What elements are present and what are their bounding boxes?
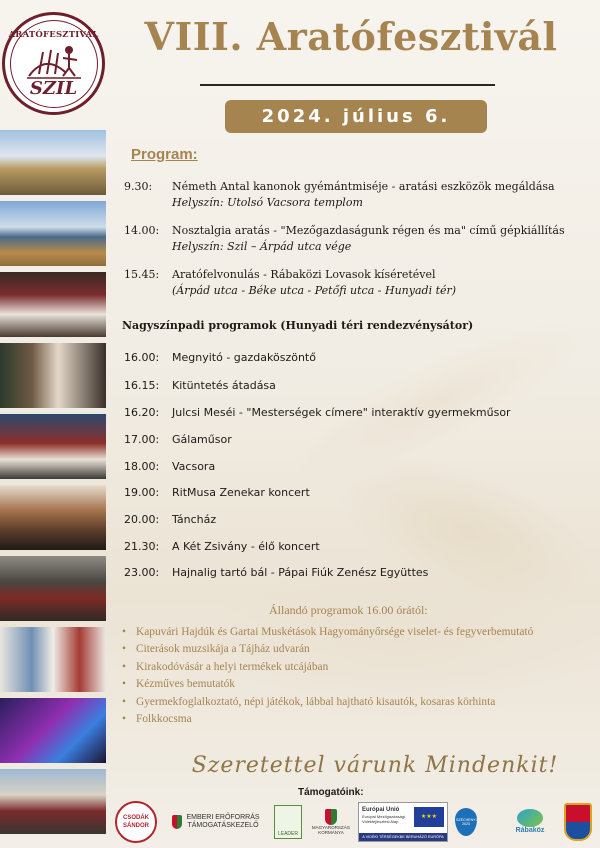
sponsors-label: Támogatóink: bbox=[298, 787, 364, 798]
list-item bbox=[118, 696, 600, 713]
event-item bbox=[124, 180, 594, 214]
permanent-programs-heading: Állandó programok 16.00 órától: bbox=[269, 603, 428, 617]
list-item-text: Gyermekfoglalkoztató, népi játékok, lábbal hajtható kisautók, kosaras körhinta bbox=[136, 695, 496, 708]
sponsor-name: Európai Mezőgazdasági Vidékfejlesztési Alap bbox=[362, 814, 405, 824]
sponsor-name: EMBERI ERŐFORRÁS TÁMOGATÁSKEZELŐ bbox=[186, 814, 260, 829]
date-badge: 2024. július 6. bbox=[225, 100, 487, 133]
event-location: Helyszín: Utolsó Vacsora templom bbox=[172, 196, 363, 209]
sponsor-name: MAGYARORSZÁG KORMÁNYA bbox=[311, 825, 351, 835]
schedule-description: Megnyitó - gazdaköszöntő bbox=[172, 351, 316, 364]
list-item bbox=[118, 643, 600, 660]
sponsor-logo bbox=[308, 800, 354, 844]
schedule-description: Hajnalig tartó bál - Pápai Fiúk Zenész Együttes bbox=[172, 566, 429, 579]
schedule-time: 20.00: bbox=[124, 513, 160, 526]
stage-programs-heading: Nagyszínpadi programok (Hunyadi téri rendezvénysátor) bbox=[122, 319, 474, 332]
photo-stage-show bbox=[0, 485, 106, 550]
list-item-text: Kézműves bemutatók bbox=[136, 678, 236, 691]
sponsor-name: Rábaköz bbox=[515, 827, 545, 834]
sponsor-logo bbox=[506, 800, 554, 844]
bullet-icon: • bbox=[122, 678, 126, 691]
photo-harvest-group bbox=[0, 130, 106, 195]
schedule-description: Vacsora bbox=[172, 460, 216, 473]
schedule-time: 23.00: bbox=[124, 566, 160, 579]
sponsor-logo bbox=[560, 800, 596, 844]
event-description: Nosztalgia aratás - "Mezőgazdaságunk régen és ma" című gépkiállítás bbox=[172, 224, 565, 237]
event-time: 9.30: bbox=[124, 180, 153, 193]
bullet-icon: • bbox=[122, 695, 126, 708]
schedule-description: Julcsi Meséi - "Mesterségek címere" interaktív gyermekműsor bbox=[172, 406, 511, 419]
list-item-text: Kirakodóvásár a helyi termékek utcájában bbox=[136, 660, 329, 673]
page-title: VIII. Aratófesztivál bbox=[144, 14, 558, 59]
harvest-scene-icon bbox=[25, 40, 83, 80]
title-divider bbox=[200, 84, 495, 86]
event-location: Helyszín: Szil – Árpád utca vége bbox=[172, 240, 352, 253]
sponsor-logo bbox=[452, 800, 480, 844]
photo-tractors bbox=[0, 201, 106, 266]
event-location: (Árpád utca - Béke utca - Petőfi utca - Hunyadi tér) bbox=[172, 284, 457, 297]
schedule-description: RitMusa Zenekar koncert bbox=[172, 486, 310, 499]
permanent-programs-list bbox=[118, 626, 600, 730]
szil-coat-of-arms-icon bbox=[564, 803, 592, 841]
schedule-description: Táncház bbox=[172, 513, 217, 526]
event-item bbox=[124, 268, 594, 302]
schedule-time: 21.30: bbox=[124, 540, 160, 553]
bullet-icon: • bbox=[122, 712, 126, 725]
festival-logo bbox=[2, 12, 105, 115]
schedule-description: Gálaműsor bbox=[172, 433, 232, 446]
event-time: 14.00: bbox=[124, 224, 160, 237]
list-item bbox=[118, 626, 600, 643]
logo-top-text: ARATÓFESZTIVÁL bbox=[8, 29, 99, 40]
sponsor-logo bbox=[112, 800, 160, 844]
list-item bbox=[118, 713, 600, 730]
schedule-time: 19.00: bbox=[124, 486, 160, 499]
photo-performers bbox=[0, 343, 106, 408]
bullet-icon: • bbox=[122, 643, 126, 656]
list-item-text: Kapuvári Hajdúk és Gartai Muskétások Hagyományőrsége viselet- és fegyverbemutató bbox=[136, 626, 534, 638]
event-description: Aratófelvonulás - Rábaközi Lovasok kíséretével bbox=[172, 268, 436, 281]
sponsor-logos bbox=[112, 800, 600, 844]
sponsor-name: CSODÁK SÁNDOR bbox=[122, 815, 149, 829]
sponsor-name: SZÉCHENYI 2020 bbox=[456, 818, 477, 826]
bullet-icon: • bbox=[122, 626, 126, 638]
event-item bbox=[124, 224, 594, 258]
photo-costumed-group bbox=[0, 556, 106, 621]
closing-message: Szeretettel várunk Mindenkit! bbox=[191, 753, 559, 778]
sponsor-logo bbox=[170, 800, 262, 844]
sponsor-name: Európai Unió bbox=[362, 807, 400, 813]
list-item bbox=[118, 678, 600, 695]
photo-dance-group bbox=[0, 272, 106, 337]
event-description: Németh Antal kanonok gyémántmiséje - aratási eszközök megáldása bbox=[172, 180, 555, 193]
sponsor-logo bbox=[358, 800, 448, 844]
event-time: 15.45: bbox=[124, 268, 160, 281]
schedule-time: 18.00: bbox=[124, 460, 160, 473]
photo-choir bbox=[0, 414, 106, 479]
logo-bottom-text: SZIL bbox=[29, 77, 78, 99]
eu-flag-icon: ★★★ bbox=[414, 807, 444, 827]
list-item bbox=[118, 661, 600, 678]
photo-ball-dance bbox=[0, 769, 106, 834]
sponsor-name: A VIDÉKI TÉRSÉGEKBE BERUHÁZÓ EURÓPA bbox=[359, 833, 447, 841]
bullet-icon: • bbox=[122, 660, 126, 673]
list-item-text: Folkkocsma bbox=[136, 712, 192, 725]
photo-concert bbox=[0, 698, 106, 763]
hungarian-crest-icon bbox=[172, 815, 182, 829]
schedule-description: A Két Zsivány - élő koncert bbox=[172, 540, 320, 553]
schedule-time: 16.00: bbox=[124, 351, 160, 364]
rabakoz-wave-icon bbox=[517, 809, 543, 827]
photo-strip bbox=[0, 130, 106, 840]
list-item-text: Citerások muzsikája a Tájház udvarán bbox=[136, 643, 310, 656]
sponsor-name: LEADER bbox=[277, 831, 298, 837]
sponsor-logo bbox=[272, 800, 304, 844]
schedule-time: 17.00: bbox=[124, 433, 160, 446]
coat-of-arms-icon bbox=[325, 809, 337, 825]
schedule-time: 16.20: bbox=[124, 406, 160, 419]
schedule-description: Kitüntetés átadása bbox=[172, 379, 276, 392]
schedule-time: 16.15: bbox=[124, 379, 160, 392]
program-heading: Program: bbox=[131, 146, 198, 163]
photo-musicians bbox=[0, 627, 106, 692]
logo-inner-ring bbox=[10, 20, 98, 108]
